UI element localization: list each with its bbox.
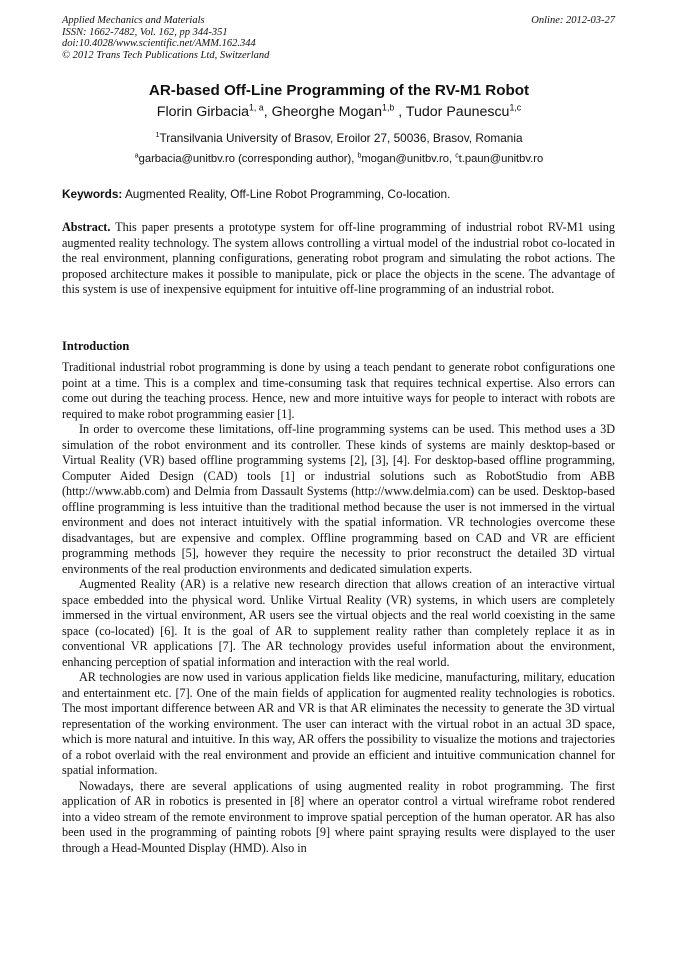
- issn-line: ISSN: 1662-7482, Vol. 162, pp 344-351: [62, 26, 228, 38]
- author-affiliation-mark: 1,c: [509, 102, 522, 113]
- abstract-text: This paper presents a prototype system for off-line programming of industrial robot RV-M1 using augmented reality technology. The system allows controlling a virtual model of the industrial robot co-located in the real environment, planning configurations, generating robot program and simulating the robot actions. The proposed architecture makes it possible to manipulate, pick or place the objects in the scene. The advantage of this system is use of inexpensive equipment for intuitive off-line programming of an industrial robot.: [62, 220, 615, 296]
- paragraph: Nowadays, there are several applications of using augmented reality in robot programming. The first application of AR in robotics is presented in [8] where an operator control a virtual wireframe robot rendered into a video stream of the remote environment to improve spatial perception of the human operator. AR has also been used in the programming of painting robots [9] where paint spraying results were displayed to the user through a Head-Mounted Display (HMD). Also in: [62, 778, 615, 855]
- email-text: garbacia@unitbv.ro (corresponding author),: [138, 153, 358, 165]
- journal-header: [62, 15, 269, 61]
- author-name: Florin Girbacia: [156, 104, 250, 120]
- author-list: [0, 104, 678, 120]
- introduction-body: [62, 360, 615, 856]
- author-affiliation-mark: 1,b: [382, 102, 395, 113]
- keywords-label: Keywords:: [62, 187, 123, 201]
- author-emails: [0, 153, 678, 165]
- affiliation-text: Transilvania University of Brasov, Eroilor 27, 50036, Brasov, Romania: [159, 131, 523, 145]
- email-mark: c: [455, 152, 459, 160]
- affiliation: [0, 131, 678, 145]
- paragraph: Traditional industrial robot programming is done by using a teach pendant to generate robot configurations one point at a time. This is a complex and time-consuming task that requires technical expertise. Also errors can come out during the teaching process. Hence, new and more intuitive ways for people to interact with robots are required to make robot programming easier [1].: [62, 360, 615, 421]
- keywords-text: Augmented Reality, Off-Line Robot Programming, Co-location.: [122, 187, 451, 201]
- keywords: [62, 187, 617, 201]
- doi-line: doi:10.4028/www.scientific.net/AMM.162.344: [62, 38, 256, 50]
- online-date: Online: 2012-03-27: [531, 15, 615, 26]
- abstract-label: Abstract.: [62, 220, 111, 234]
- abstract: [62, 220, 615, 298]
- email-text: mogan@unitbv.ro,: [361, 153, 456, 165]
- email-text: t.paun@unitbv.ro: [458, 153, 544, 165]
- paper-title: AR-based Off-Line Programming of the RV-M1 Robot: [148, 82, 530, 99]
- author-name: Tudor Paunescu: [405, 104, 510, 120]
- author-separator: ,: [394, 104, 406, 120]
- journal-name: Applied Mechanics and Materials: [62, 15, 205, 26]
- author-separator: ,: [263, 104, 272, 120]
- section-heading-introduction: Introduction: [62, 339, 130, 353]
- paragraph: In order to overcome these limitations, off-line programming systems can be used. This method uses a 3D simulation of the robot environment and its controller. These kinds of systems are mainly desktop-based or Virtual Reality (VR) based offline programming systems [2], [3], [4]. For desktop-based offline programming, Computer Aided Design (CAD) tools [1] or industrial solutions such as RobotStudio from ABB (http://www.abb.com) and Delmia from Dassault Systems (http://www.delmia.com) can be used. Desktop-based offline programming is less intuitive than the traditional method because the user is not immersed in the virtual environment and does not interact intuitively with the spatial information. VR technologies overcome these disadvantages, but are expensive and complex. Offline programming based on CAD and VR are efficient programming methods [5], however they require the necessity to prior reconstruct the detailed 3D virtual environments of the real production environments and dedicated simulation experts.: [62, 422, 615, 576]
- email-mark: a: [134, 152, 139, 160]
- author-name: Gheorghe Mogan: [271, 104, 383, 120]
- paragraph: Augmented Reality (AR) is a relative new research direction that allows creation of an interactive virtual space embedded into the physical word. Unlike Virtual Reality (VR) systems, in which users are completely immersed in the virtual environment, AR users see the virtual objects and the real world coexisting in the same space (co-located) [6]. It is the goal of AR to supplement reality rather than completely replace it as in conventional VR applications [7]. The AR technology provides useful information about the environment, enhancing perception of spatial information and interaction with the real world.: [62, 577, 615, 669]
- affiliation-mark: 1: [155, 130, 160, 140]
- email-mark: b: [357, 152, 362, 160]
- paragraph: AR technologies are now used in various application fields like medicine, manufacturing, military, education and entertainment etc. [7]. One of the main fields of application for augmented reality technologies is robotics. The most important difference between AR and VR is that AR eliminates the necessity to generate the 3D virtual representation of the working environment. The user can interact with the virtual robot in an actual 3D space, which is more natural and intuitive. In this way, AR offers the possibility to visualize the motions and trajectories of a robot overlaid with the real environment and provide an efficient and intuitive communication channel for spatial information.: [62, 670, 615, 777]
- author-affiliation-mark: 1, a: [249, 102, 264, 113]
- copyright-line: © 2012 Trans Tech Publications Ltd, Switzerland: [62, 49, 270, 61]
